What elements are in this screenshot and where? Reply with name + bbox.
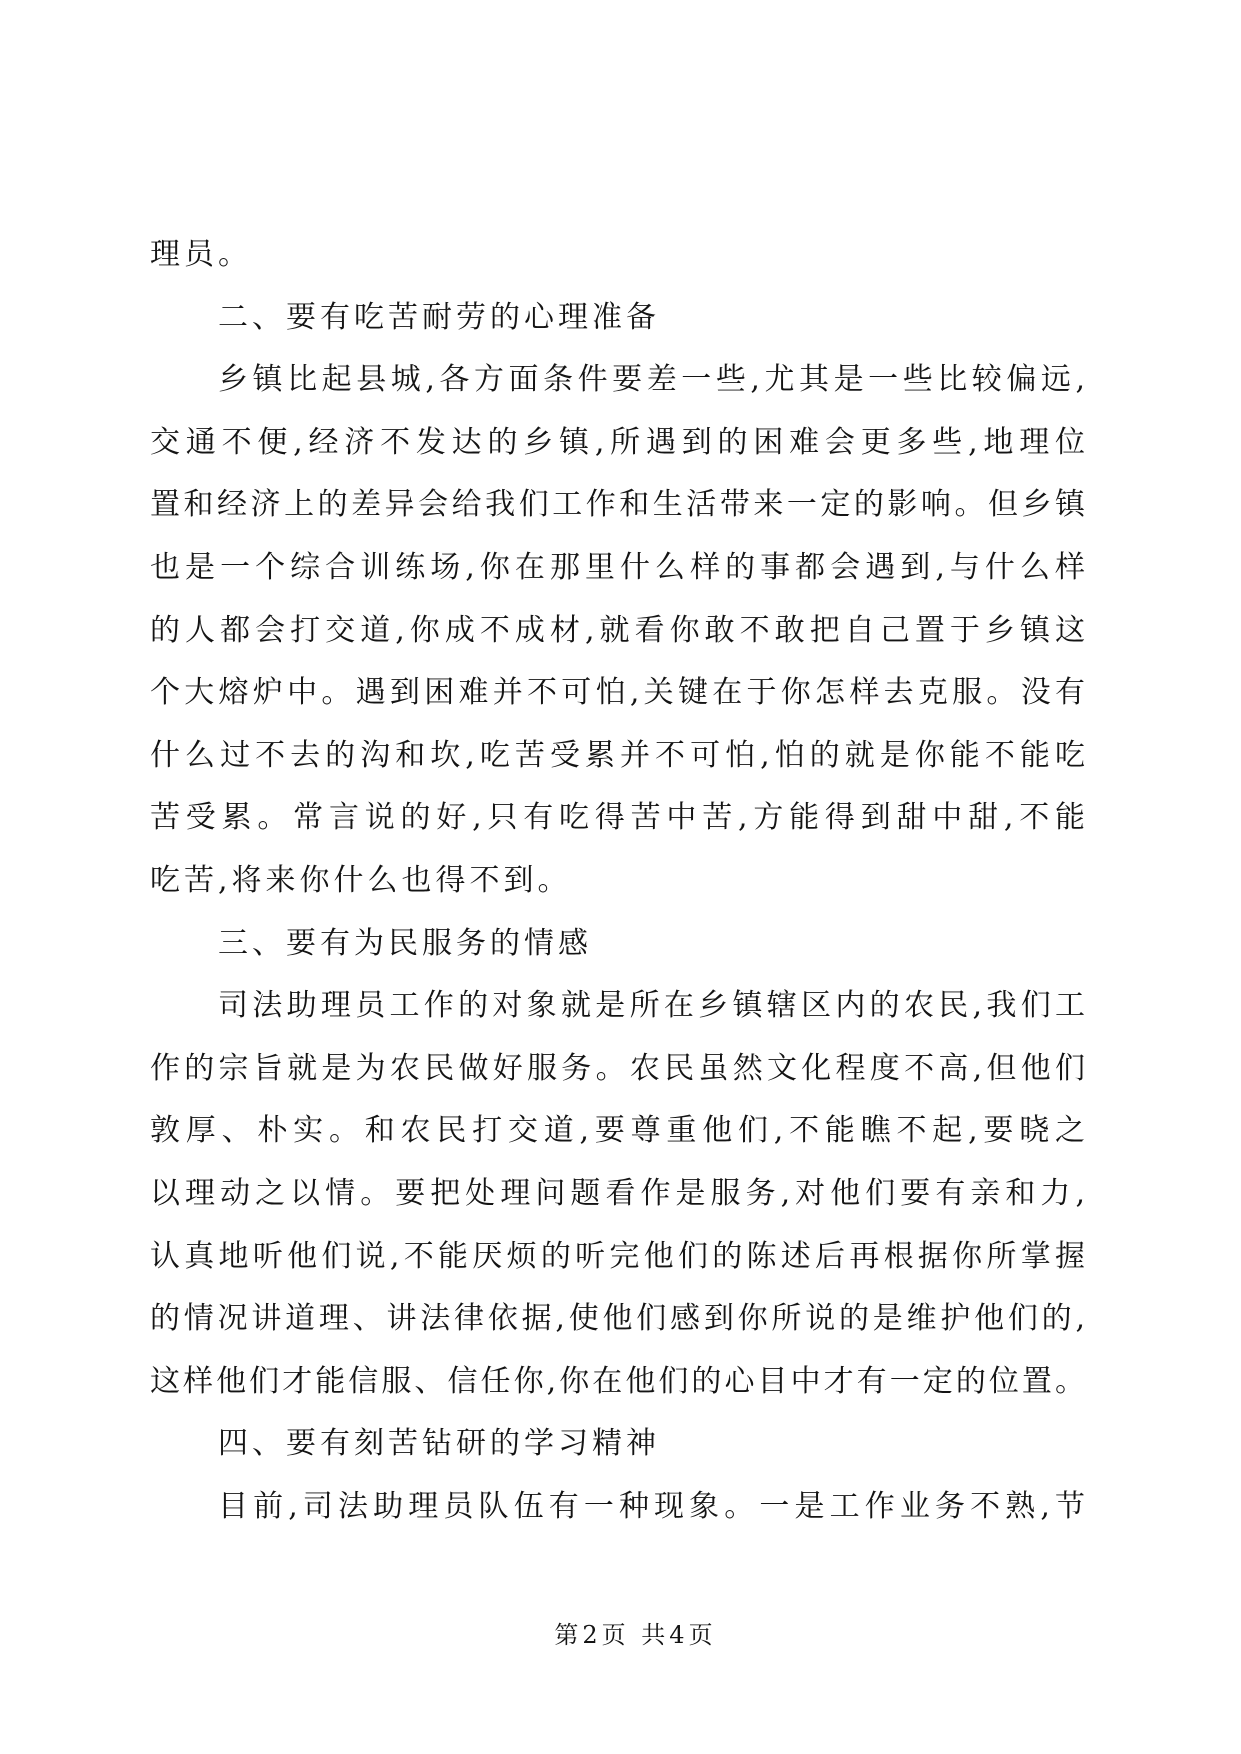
document-body — [150, 224, 1087, 1538]
text-line: 个大熔炉中。遇到困难并不可怕,关键在于你怎样去克服。没有 — [150, 675, 1087, 711]
text-line: 目前,司法助理员队伍有一种现象。一是工作业务不熟,节 — [218, 1488, 1087, 1524]
text-line: 二、要有吃苦耐劳的心理准备 — [218, 299, 660, 335]
text-line: 认真地听他们说,不能厌烦的听完他们的陈述后再根据你所掌握 — [150, 1238, 1087, 1274]
text-line: 作的宗旨就是为农民做好服务。农民虽然文化程度不高,但他们 — [150, 1050, 1087, 1086]
text-line: 三、要有为民服务的情感 — [218, 925, 592, 961]
text-line: 乡镇比起县城,各方面条件要差一些,尤其是一些比较偏远, — [218, 362, 1087, 398]
text-line: 的情况讲道理、讲法律依据,使他们感到你所说的是维护他们的, — [150, 1301, 1087, 1337]
text-line: 也是一个综合训练场,你在那里什么样的事都会遇到,与什么样 — [150, 549, 1087, 585]
text-line: 什么过不去的沟和坎,吃苦受累并不可怕,怕的就是你能不能吃 — [150, 737, 1087, 773]
page-footer — [0, 1615, 1241, 1655]
text-line: 苦受累。常言说的好,只有吃得苦中苦,方能得到甜中甜,不能 — [150, 800, 1087, 836]
text-line: 交通不便,经济不发达的乡镇,所遇到的困难会更多些,地理位 — [150, 424, 1087, 460]
text-line: 吃苦,将来你什么也得不到。 — [150, 862, 572, 898]
text-line: 的人都会打交道,你成不成材,就看你敢不敢把自己置于乡镇这 — [150, 612, 1087, 648]
page-number: 第2页 共4页 — [554, 1621, 717, 1649]
text-line: 这样他们才能信服、信任你,你在他们的心目中才有一定的位置。 — [150, 1363, 1087, 1399]
text-line: 敦厚、朴实。和农民打交道,要尊重他们,不能瞧不起,要晓之 — [150, 1113, 1087, 1149]
text-line: 四、要有刻苦钻研的学习精神 — [218, 1426, 660, 1462]
text-line: 置和经济上的差异会给我们工作和生活带来一定的影响。但乡镇 — [150, 487, 1087, 523]
text-line: 以理动之以情。要把处理问题看作是服务,对他们要有亲和力, — [150, 1175, 1087, 1211]
text-line: 司法助理员工作的对象就是所在乡镇辖区内的农民,我们工 — [218, 988, 1087, 1024]
text-line: 理员。 — [150, 237, 252, 272]
